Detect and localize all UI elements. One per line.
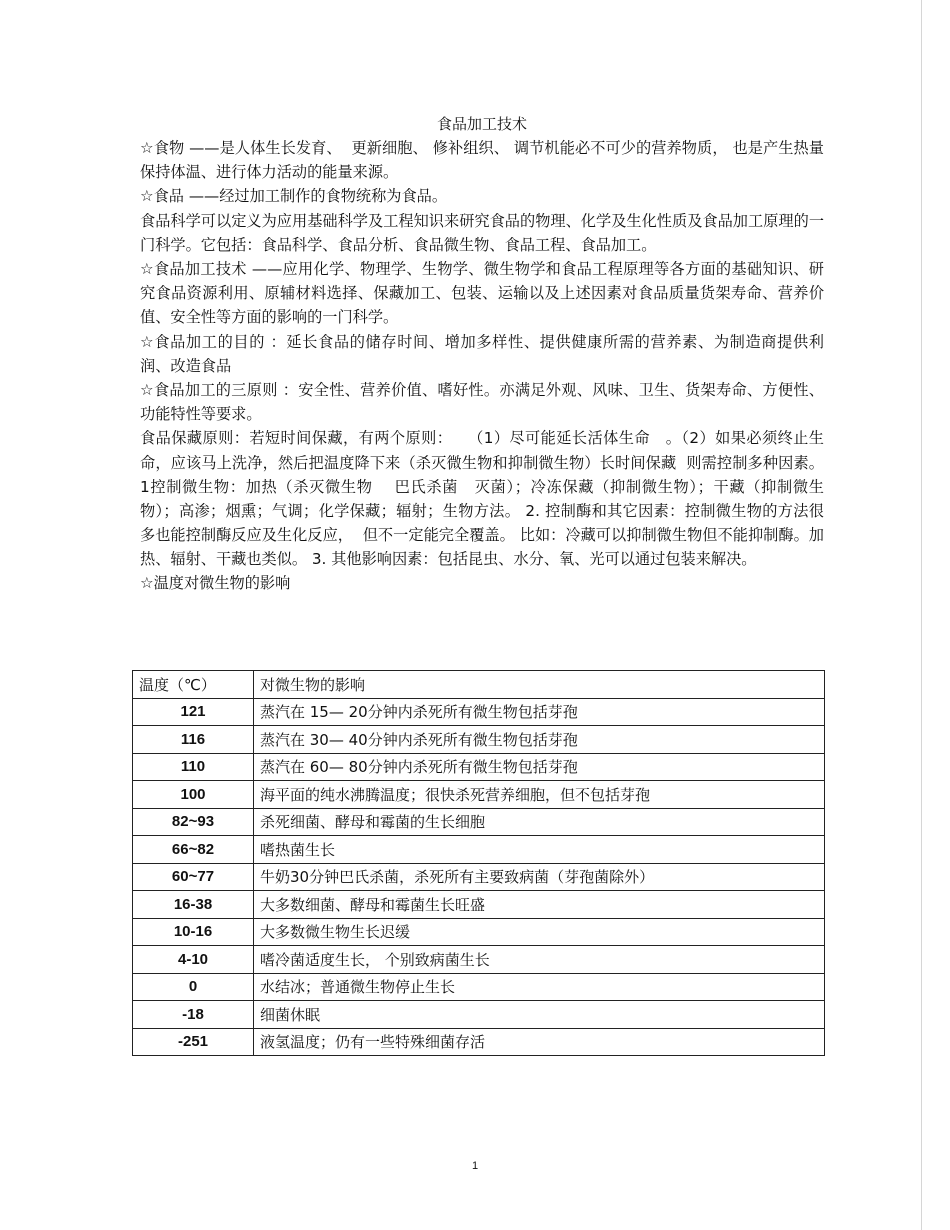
column-header-temperature: 温度（℃）	[133, 671, 254, 699]
table-row	[133, 836, 825, 864]
effect-cell: 水结冰；普通微生物停止生长	[254, 973, 825, 1001]
paragraph-processing-technology: ☆食品加工技术 ——应用化学、物理学、生物学、微生物学和食品工程原理等各方面的基础知识、研究食品资源利用、原辅材料选择、保藏加工、包装、运输以及上述因素对食品质量货架寿命、营养价值、安全性等方面的影响的一门科学。	[140, 260, 824, 327]
temperature-cell: -251	[133, 1028, 254, 1056]
temperature-cell: 10-16	[133, 918, 254, 946]
effect-cell: 蒸汽在 30— 40分钟内杀死所有微生物包括芽孢	[254, 726, 825, 754]
temperature-cell: 121	[133, 698, 254, 726]
effect-cell: 大多数细菌、酵母和霉菌生长旺盛	[254, 891, 825, 919]
table-row	[133, 891, 825, 919]
effect-cell: 嗜热菌生长	[254, 836, 825, 864]
table-row	[133, 753, 825, 781]
paragraph-preservation-principles: 食品保藏原则：若短时间保藏，有两个原则： （1）尽可能延长活体生命 。（2）如果必须终止生命，应该马上洗净，然后把温度降下来（杀灭微生物和抑制微生物）长时间保藏 则需控制多种因素。 1控制微生物：加热（杀灭微生物 巴氏杀菌 灭菌）；冷冻保藏（抑制微生物）；干藏（抑制微生物）；高渗；烟熏；气调；化学保藏；辐射；生物方法。 2. 控制酶和其它因素：控制微生物的方法很多也能控制酶反应及生化反应， 但不一定能完全覆盖。 比如：冷藏可以抑制微生物但不能抑制酶。加热、辐射、干藏也类似。 3. 其他影响因素：包括昆虫、水分、氧、光可以通过包装来解决。	[140, 429, 829, 569]
paragraph-food-definition: ☆食物 ——是人体生长发育、 更新细胞、 修补组织、 调节机能必不可少的营养物质， 也是产生热量保持体温、进行体力活动的能量来源。	[140, 139, 824, 182]
temperature-cell: 60~77	[133, 863, 254, 891]
temperature-cell: 0	[133, 973, 254, 1001]
table-body	[133, 698, 825, 1056]
temperature-cell: 110	[133, 753, 254, 781]
page-edge-line	[921, 0, 922, 1230]
column-header-effect: 对微生物的影响	[254, 671, 825, 699]
table-row	[133, 781, 825, 809]
table-section-label: ☆温度对微生物的影响	[140, 573, 291, 592]
effect-cell: 杀死细菌、酵母和霉菌的生长细胞	[254, 808, 825, 836]
effect-cell: 蒸汽在 60— 80分钟内杀死所有微生物包括芽孢	[254, 753, 825, 781]
document-title: 食品加工技术	[436, 115, 527, 133]
table-row	[133, 726, 825, 754]
temperature-cell: 116	[133, 726, 254, 754]
temperature-cell: 66~82	[133, 836, 254, 864]
temperature-cell: 100	[133, 781, 254, 809]
effect-cell: 蒸汽在 15— 20分钟内杀死所有微生物包括芽孢	[254, 698, 825, 726]
table-row	[133, 946, 825, 974]
table-row	[133, 1001, 825, 1029]
temperature-cell: -18	[133, 1001, 254, 1029]
table-row	[133, 1028, 825, 1056]
paragraph-processing-purpose: ☆食品加工的目的 ：延长食品的储存时间、增加多样性、提供健康所需的营养素、为制造商提供利润、改造食品	[140, 332, 824, 375]
paragraph-processing-principles: ☆食品加工的三原则 ：安全性、营养价值、嗜好性。亦满足外观、风味、卫生、货架寿命、方便性、功能特性等要求。	[140, 381, 824, 424]
paragraph-food-science: 食品科学可以定义为应用基础科学及工程知识来研究食品的物理、化学及生化性质及食品加工原理的一门科学。它包括：食品科学、食品分析、食品微生物、食品工程、食品加工。	[140, 211, 824, 254]
paragraph-foodstuff-definition: ☆食品 ——经过加工制作的食物统称为食品。	[140, 187, 448, 206]
effect-cell: 海平面的纯水沸腾温度；很快杀死营养细胞，但不包括芽孢	[254, 781, 825, 809]
document-body	[140, 112, 829, 594]
temperature-cell: 82~93	[133, 808, 254, 836]
temperature-cell: 16-38	[133, 891, 254, 919]
page-number: 1	[471, 1160, 479, 1172]
effect-cell: 细菌休眠	[254, 1001, 825, 1029]
table-row	[133, 698, 825, 726]
table-header-row	[133, 671, 825, 699]
table-row	[133, 808, 825, 836]
table-row	[133, 918, 825, 946]
effect-cell: 大多数微生物生长迟缓	[254, 918, 825, 946]
table-row	[133, 973, 825, 1001]
temperature-cell: 4-10	[133, 946, 254, 974]
effect-cell: 牛奶30分钟巴氏杀菌，杀死所有主要致病菌（芽孢菌除外）	[254, 863, 825, 891]
temperature-effect-table	[132, 670, 825, 1056]
table-row	[133, 863, 825, 891]
effect-cell: 液氢温度；仍有一些特殊细菌存活	[254, 1028, 825, 1056]
effect-cell: 嗜冷菌适度生长， 个别致病菌生长	[254, 946, 825, 974]
